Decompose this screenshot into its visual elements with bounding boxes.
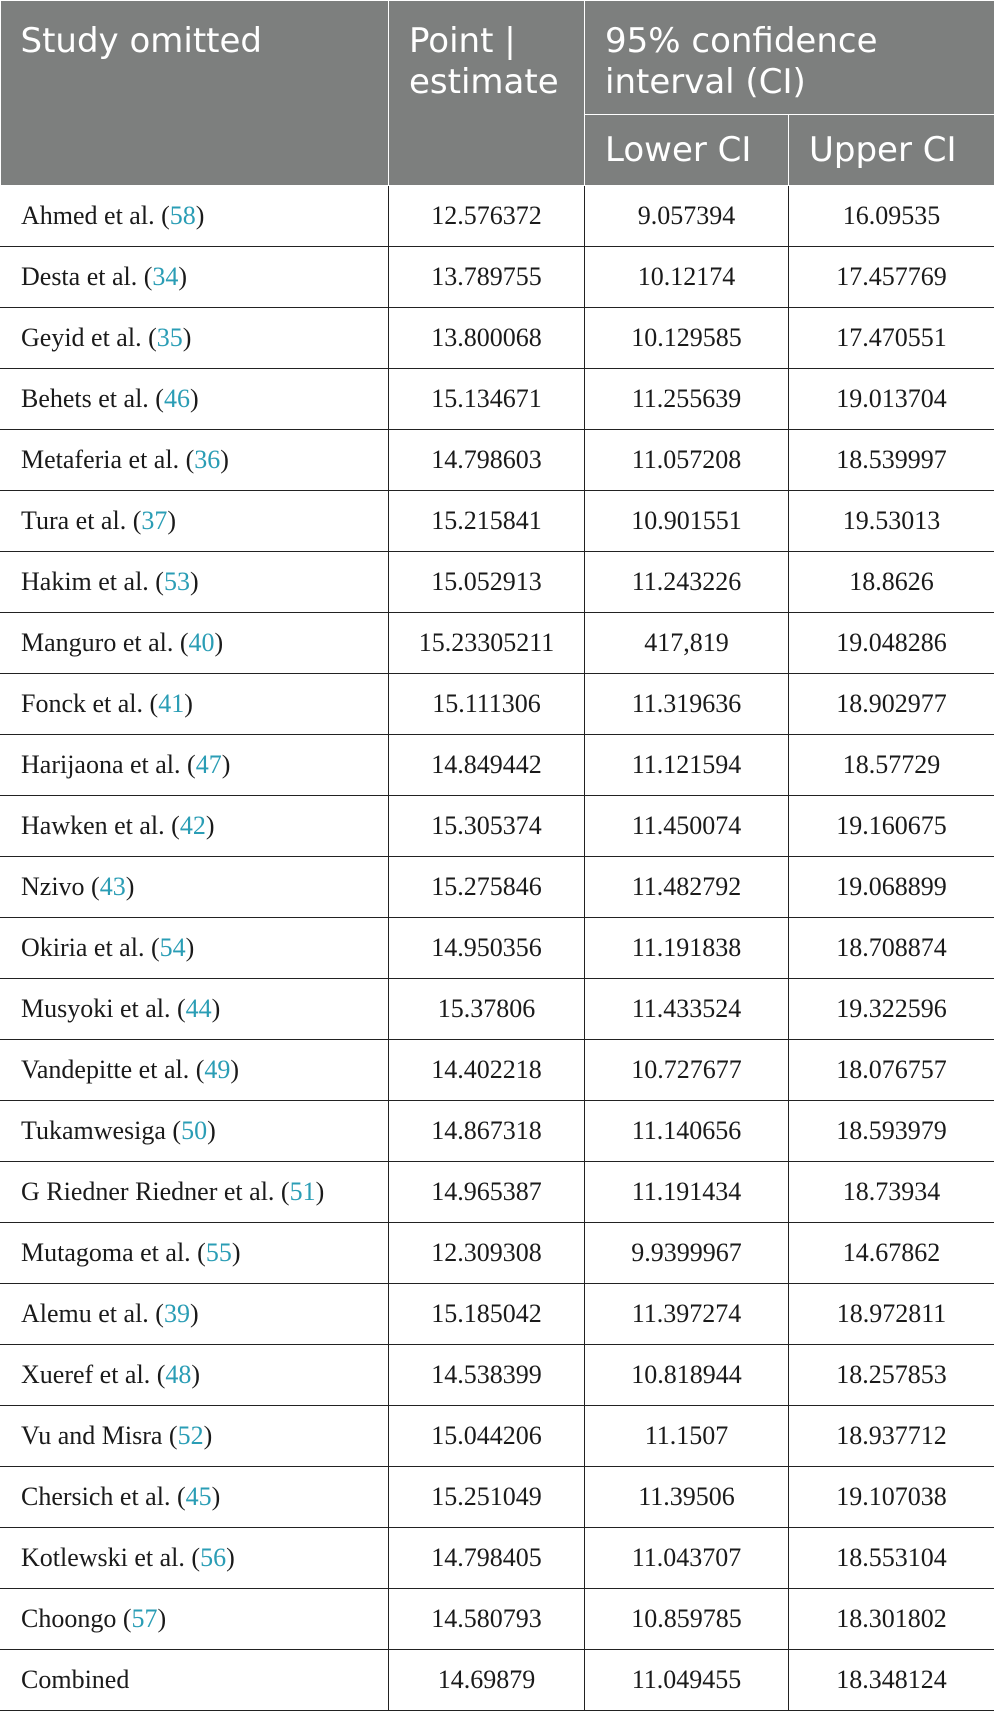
study-name-cell [1, 1284, 389, 1345]
point-estimate-cell: 15.185042 [389, 1284, 585, 1345]
lower-ci-cell: 10.901551 [585, 491, 789, 552]
lower-ci-cell: 9.057394 [585, 186, 789, 247]
table-row [1, 1345, 994, 1406]
upper-ci-cell: 19.048286 [789, 613, 994, 674]
lower-ci-cell: 11.397274 [585, 1284, 789, 1345]
reference-close: ) [157, 1604, 167, 1633]
study-name-cell [1, 857, 389, 918]
lower-ci-cell: 11.1507 [585, 1406, 789, 1467]
table-row [1, 552, 994, 613]
study-name: Geyid et al. ( [21, 323, 157, 352]
table-row [1, 1223, 994, 1284]
point-estimate-cell: 14.69879 [389, 1650, 585, 1711]
study-name: Vandepitte et al. ( [21, 1055, 205, 1084]
study-name-cell [1, 369, 389, 430]
upper-ci-cell: 18.539997 [789, 430, 994, 491]
study-name: Xueref et al. ( [21, 1360, 166, 1389]
reference-link[interactable]: 43 [99, 872, 126, 901]
reference-link[interactable]: 47 [195, 750, 222, 779]
lower-ci-cell: 11.191838 [585, 918, 789, 979]
reference-link[interactable]: 37 [141, 506, 168, 535]
point-estimate-cell: 13.800068 [389, 308, 585, 369]
lower-ci-cell: 11.319636 [585, 674, 789, 735]
table-row [1, 735, 994, 796]
study-name: Fonck et al. ( [21, 689, 159, 718]
lower-ci-cell: 9.9399967 [585, 1223, 789, 1284]
reference-link[interactable]: 36 [194, 445, 221, 474]
study-name: Musyoki et al. ( [21, 994, 186, 1023]
study-name: Tura et al. ( [21, 506, 142, 535]
upper-ci-cell: 18.301802 [789, 1589, 994, 1650]
header-confidence-interval: 95% confidence interval (CI) [585, 1, 994, 115]
reference-close: ) [167, 506, 177, 535]
study-name-cell [1, 1589, 389, 1650]
point-estimate-cell: 14.402218 [389, 1040, 585, 1101]
point-estimate-cell: 15.275846 [389, 857, 585, 918]
reference-close: ) [205, 811, 215, 840]
reference-link[interactable]: 42 [179, 811, 206, 840]
reference-link[interactable]: 34 [152, 262, 179, 291]
upper-ci-cell: 17.470551 [789, 308, 994, 369]
study-name-cell [1, 430, 389, 491]
study-name: Nzivo ( [21, 872, 100, 901]
table-row [1, 369, 994, 430]
point-estimate-cell: 14.867318 [389, 1101, 585, 1162]
upper-ci-cell: 18.076757 [789, 1040, 994, 1101]
header-lower-ci: Lower CI [585, 115, 789, 186]
reference-close: ) [214, 628, 224, 657]
lower-ci-cell: 11.191434 [585, 1162, 789, 1223]
reference-link[interactable]: 48 [165, 1360, 192, 1389]
table-row [1, 1284, 994, 1345]
study-name-cell [1, 1406, 389, 1467]
point-estimate-cell: 14.950356 [389, 918, 585, 979]
study-name-cell [1, 1223, 389, 1284]
lower-ci-cell: 11.255639 [585, 369, 789, 430]
study-name: Ahmed et al. ( [21, 201, 170, 230]
reference-close: ) [231, 1238, 241, 1267]
table-row [1, 308, 994, 369]
table-row [1, 918, 994, 979]
upper-ci-cell: 18.57729 [789, 735, 994, 796]
lower-ci-cell: 11.39506 [585, 1467, 789, 1528]
lower-ci-cell: 10.12174 [585, 247, 789, 308]
reference-link[interactable]: 57 [131, 1604, 158, 1633]
table-header [1, 1, 994, 186]
reference-link[interactable]: 35 [156, 323, 183, 352]
study-name: Manguro et al. ( [21, 628, 189, 657]
reference-link[interactable]: 56 [200, 1543, 227, 1572]
table-row [1, 430, 994, 491]
study-name-cell [1, 1467, 389, 1528]
reference-link[interactable]: 55 [205, 1238, 232, 1267]
point-estimate-cell: 15.23305211 [389, 613, 585, 674]
study-name-cell [1, 979, 389, 1040]
table-row [1, 491, 994, 552]
table-row [1, 979, 994, 1040]
upper-ci-cell: 19.53013 [789, 491, 994, 552]
point-estimate-cell: 14.849442 [389, 735, 585, 796]
point-estimate-cell: 15.251049 [389, 1467, 585, 1528]
reference-link[interactable]: 39 [163, 1299, 190, 1328]
study-name-cell [1, 491, 389, 552]
reference-link[interactable]: 41 [158, 689, 185, 718]
point-estimate-cell: 12.309308 [389, 1223, 585, 1284]
reference-close: ) [191, 1360, 201, 1389]
reference-close: ) [211, 1482, 221, 1511]
reference-close: ) [189, 567, 199, 596]
header-study-omitted: Study omitted [1, 1, 389, 186]
study-name: Alemu et al. ( [21, 1299, 164, 1328]
study-name: Okiria et al. ( [21, 933, 160, 962]
header-point-estimate: Point | estimate [389, 1, 585, 186]
upper-ci-cell: 18.348124 [789, 1650, 994, 1711]
table-row [1, 1040, 994, 1101]
upper-ci-cell: 16.09535 [789, 186, 994, 247]
lower-ci-cell: 11.121594 [585, 735, 789, 796]
lower-ci-cell: 10.727677 [585, 1040, 789, 1101]
point-estimate-cell: 12.576372 [389, 186, 585, 247]
lower-ci-cell: 417,819 [585, 613, 789, 674]
point-estimate-cell: 15.305374 [389, 796, 585, 857]
study-name: Chersich et al. ( [21, 1482, 186, 1511]
reference-link[interactable]: 40 [188, 628, 215, 657]
study-name-cell [1, 735, 389, 796]
reference-close: ) [189, 384, 199, 413]
study-name: Desta et al. ( [21, 262, 153, 291]
point-estimate-cell: 14.798603 [389, 430, 585, 491]
upper-ci-cell: 17.457769 [789, 247, 994, 308]
study-name: Combined [21, 1665, 130, 1694]
table-row [1, 674, 994, 735]
table-row [1, 186, 994, 247]
study-name: Choongo ( [21, 1604, 132, 1633]
reference-close: ) [189, 1299, 199, 1328]
table-row [1, 1467, 994, 1528]
point-estimate-cell: 14.580793 [389, 1589, 585, 1650]
study-name-cell [1, 308, 389, 369]
study-name: G Riedner Riedner et al. ( [21, 1177, 290, 1206]
table-row [1, 247, 994, 308]
table-row [1, 1162, 994, 1223]
upper-ci-cell: 14.67862 [789, 1223, 994, 1284]
upper-ci-cell: 18.553104 [789, 1528, 994, 1589]
study-name: Behets et al. ( [21, 384, 164, 413]
reference-close: ) [220, 445, 229, 474]
reference-close: ) [125, 872, 135, 901]
study-name: Hakim et al. ( [21, 567, 164, 596]
reference-link[interactable]: 51 [289, 1177, 316, 1206]
reference-close: ) [226, 1543, 235, 1572]
lower-ci-cell: 11.049455 [585, 1650, 789, 1711]
upper-ci-cell: 18.902977 [789, 674, 994, 735]
study-name-cell [1, 613, 389, 674]
lower-ci-cell: 11.450074 [585, 796, 789, 857]
study-name: Tukamwesiga ( [21, 1116, 182, 1145]
reference-link[interactable]: 49 [204, 1055, 231, 1084]
upper-ci-cell: 18.257853 [789, 1345, 994, 1406]
study-name: Vu and Misra ( [21, 1421, 178, 1450]
point-estimate-cell: 15.111306 [389, 674, 585, 735]
table-row [1, 1406, 994, 1467]
reference-close: ) [184, 689, 193, 718]
table-row [1, 1650, 994, 1711]
upper-ci-cell: 19.160675 [789, 796, 994, 857]
reference-link[interactable]: 54 [159, 933, 186, 962]
table-row [1, 796, 994, 857]
study-name: Metaferia et al. ( [21, 445, 195, 474]
upper-ci-cell: 19.107038 [789, 1467, 994, 1528]
point-estimate-cell: 15.215841 [389, 491, 585, 552]
reference-link[interactable]: 53 [163, 567, 190, 596]
lower-ci-cell: 11.433524 [585, 979, 789, 1040]
reference-close: ) [178, 262, 188, 291]
study-name: Kotlewski et al. ( [21, 1543, 201, 1572]
reference-close: ) [182, 323, 192, 352]
upper-ci-cell: 18.593979 [789, 1101, 994, 1162]
point-estimate-cell: 15.052913 [389, 552, 585, 613]
table-row [1, 857, 994, 918]
study-name-cell [1, 1162, 389, 1223]
upper-ci-cell: 18.972811 [789, 1284, 994, 1345]
lower-ci-cell: 10.818944 [585, 1345, 789, 1406]
lower-ci-cell: 11.140656 [585, 1101, 789, 1162]
study-name-cell [1, 1650, 389, 1711]
point-estimate-cell: 15.044206 [389, 1406, 585, 1467]
table-body [1, 186, 994, 1711]
study-name-cell [1, 1345, 389, 1406]
reference-close: ) [315, 1177, 325, 1206]
upper-ci-cell: 18.73934 [789, 1162, 994, 1223]
point-estimate-cell: 14.798405 [389, 1528, 585, 1589]
reference-link[interactable]: 45 [185, 1482, 212, 1511]
study-name-cell [1, 674, 389, 735]
reference-link[interactable]: 46 [163, 384, 190, 413]
point-estimate-cell: 14.965387 [389, 1162, 585, 1223]
reference-close: ) [230, 1055, 240, 1084]
study-name-cell [1, 552, 389, 613]
study-name: Hawken et al. ( [21, 811, 180, 840]
study-name-cell [1, 247, 389, 308]
lower-ci-cell: 10.859785 [585, 1589, 789, 1650]
table-row [1, 1528, 994, 1589]
study-name-cell [1, 1040, 389, 1101]
lower-ci-cell: 11.482792 [585, 857, 789, 918]
table-row [1, 1101, 994, 1162]
lower-ci-cell: 10.129585 [585, 308, 789, 369]
reference-close: ) [221, 750, 231, 779]
reference-link[interactable]: 44 [185, 994, 212, 1023]
upper-ci-cell: 18.8626 [789, 552, 994, 613]
reference-link[interactable]: 50 [181, 1116, 208, 1145]
lower-ci-cell: 11.243226 [585, 552, 789, 613]
point-estimate-cell: 14.538399 [389, 1345, 585, 1406]
study-name: Harijaona et al. ( [21, 750, 196, 779]
upper-ci-cell: 18.937712 [789, 1406, 994, 1467]
reference-link[interactable]: 58 [169, 201, 196, 230]
reference-close: ) [195, 201, 205, 230]
lower-ci-cell: 11.043707 [585, 1528, 789, 1589]
reference-close: ) [207, 1116, 216, 1145]
point-estimate-cell: 13.789755 [389, 247, 585, 308]
study-name-cell [1, 796, 389, 857]
study-name-cell [1, 1101, 389, 1162]
study-name-cell [1, 186, 389, 247]
lower-ci-cell: 11.057208 [585, 430, 789, 491]
study-name-cell [1, 1528, 389, 1589]
table-row [1, 1589, 994, 1650]
study-name-cell [1, 918, 389, 979]
reference-close: ) [185, 933, 195, 962]
upper-ci-cell: 18.708874 [789, 918, 994, 979]
upper-ci-cell: 19.322596 [789, 979, 994, 1040]
reference-close: ) [203, 1421, 213, 1450]
reference-link[interactable]: 52 [177, 1421, 204, 1450]
table-row [1, 613, 994, 674]
point-estimate-cell: 15.37806 [389, 979, 585, 1040]
reference-close: ) [211, 994, 221, 1023]
upper-ci-cell: 19.013704 [789, 369, 994, 430]
upper-ci-cell: 19.068899 [789, 857, 994, 918]
study-name: Mutagoma et al. ( [21, 1238, 206, 1267]
header-upper-ci: Upper CI [789, 115, 994, 186]
point-estimate-cell: 15.134671 [389, 369, 585, 430]
